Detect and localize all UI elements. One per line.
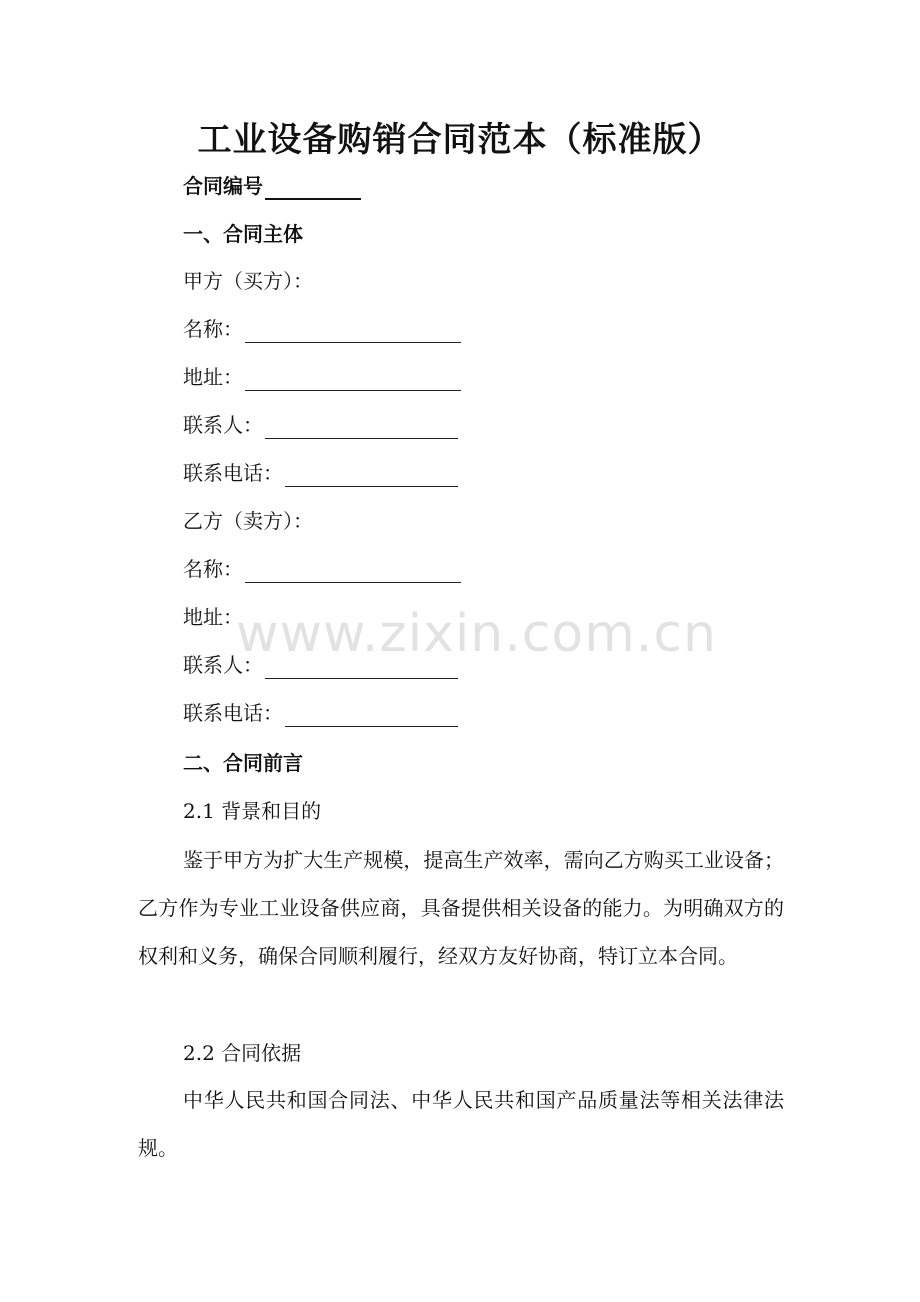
section2-1-title: 2.1 背景和目的 [183,799,322,823]
section2-heading: 二、合同前言 [183,751,303,775]
section1-heading: 一、合同主体 [183,222,303,246]
party-b-label: 乙方（卖方）： [183,509,313,533]
party-a-name-line [183,315,461,343]
party-a-phone-line [183,459,458,487]
section2-2-paragraph: 中华人民共和国合同法、中华人民共和国产品质量法等相关法律法规。 [138,1088,784,1160]
party-b-name-line [183,555,461,583]
party-a-contact-line [183,411,458,439]
party-a-contact-label: 联系人： [183,413,263,437]
party-b-contact-line [183,651,458,679]
party-b-address-line [183,603,243,631]
party-b-phone-label: 联系电话： [183,701,283,725]
party-b-address-label: 地址： [183,605,243,629]
party-a-address-blank[interactable] [245,368,461,391]
party-b-phone-blank[interactable] [285,704,458,727]
party-a-phone-label: 联系电话： [183,461,283,485]
contract-number-line [183,172,361,200]
contract-number-label: 合同编号 [183,174,263,198]
party-b-contact-label: 联系人： [183,653,263,677]
section2-1-paragraph: 鉴于甲方为扩大生产规模，提高生产效率，需向乙方购买工业设备；乙方作为专业工业设备供应商，具备提供相关设备的能力。为明确双方的权利和义务，确保合同顺利履行，经双方友好协商，特订立本合同。 [138,848,784,968]
watermark: www.zixin.com.cn [236,604,717,664]
party-a-label: 甲方（买方）： [183,269,313,293]
party-b-name-blank[interactable] [245,560,461,583]
party-b-phone-line [183,699,458,727]
document-title: 工业设备购销合同范本（标准版） [197,120,723,160]
contract-number-blank[interactable] [265,176,361,200]
party-b-name-label: 名称： [183,557,243,581]
party-a-name-label: 名称： [183,317,243,341]
section2-2-title: 2.2 合同依据 [183,1041,302,1065]
party-a-address-label: 地址： [183,365,243,389]
party-a-phone-blank[interactable] [285,464,458,487]
party-a-name-blank[interactable] [245,320,461,343]
party-b-contact-blank[interactable] [265,656,458,679]
party-a-address-line [183,363,461,391]
party-a-contact-blank[interactable] [265,416,458,439]
